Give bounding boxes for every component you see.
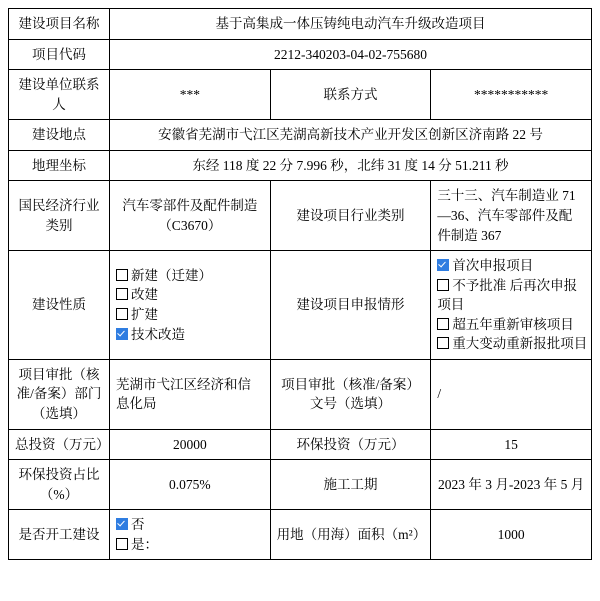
- table-row: [9, 460, 592, 510]
- checkbox-icon[interactable]: [437, 279, 449, 291]
- environmental-ratio-value: 0.075%: [110, 460, 271, 510]
- coordinate-label: 地理坐标: [9, 150, 110, 181]
- total-investment-label: 总投资（万元）: [9, 429, 110, 460]
- checkbox-checked-icon[interactable]: [116, 518, 128, 530]
- site-value: 安徽省芜湖市弋江区芜湖高新技术产业开发区创新区济南路 22 号: [110, 120, 592, 151]
- approval-department-label: 项目审批（核准/备案）部门（选填）: [9, 359, 110, 429]
- table-row: [9, 359, 592, 429]
- checkbox-icon[interactable]: [116, 288, 128, 300]
- environmental-investment-label: 环保投资（万元）: [270, 429, 431, 460]
- checkbox-checked-icon[interactable]: [116, 328, 128, 340]
- application-type-options: [431, 251, 592, 360]
- construction-nature-label: 建设性质: [9, 251, 110, 360]
- apply-option-over-five-years[interactable]: [437, 315, 585, 335]
- approval-document-value: /: [431, 359, 592, 429]
- construction-period-value: 2023 年 3 月-2023 年 5 月: [431, 460, 592, 510]
- unit-contact-label: 建设单位联系人: [9, 70, 110, 120]
- total-investment-value: 20000: [110, 429, 271, 460]
- construction-period-label: 施工工期: [270, 460, 431, 510]
- nature-option-label: 扩建: [131, 306, 158, 322]
- application-type-label: 建设项目申报情形: [270, 251, 431, 360]
- table-row: [9, 150, 592, 181]
- contact-way-label: 联系方式: [270, 70, 431, 120]
- nature-option-label: 技术改造: [131, 326, 185, 342]
- table-row: [9, 251, 592, 360]
- checkbox-icon[interactable]: [116, 269, 128, 281]
- project-industry-value: 三十三、汽车制造业 71—36、汽车零部件及配件制造 367: [431, 181, 592, 251]
- approval-department-value: 芜湖市弋江区经济和信息化局: [110, 359, 271, 429]
- project-industry-label: 建设项目行业类别: [270, 181, 431, 251]
- table-row: [9, 9, 592, 40]
- apply-option-label: 不予批准 后再次申报项目: [437, 277, 578, 313]
- checkbox-icon[interactable]: [437, 318, 449, 330]
- industry-category-value: 汽车零部件及配件制造（C3670）: [110, 181, 271, 251]
- environmental-ratio-label: 环保投资占比（%）: [9, 460, 110, 510]
- nature-option-tech-upgrade[interactable]: [116, 325, 264, 345]
- project-code-label: 项目代码: [9, 39, 110, 70]
- checkbox-checked-icon[interactable]: [437, 259, 449, 271]
- table-row: [9, 510, 592, 560]
- project-name-label: 建设项目名称: [9, 9, 110, 40]
- table-row: [9, 39, 592, 70]
- nature-option-new[interactable]: [116, 266, 264, 286]
- nature-option-rebuild[interactable]: [116, 285, 264, 305]
- started-construction-options: [110, 510, 271, 560]
- nature-option-label: 改建: [131, 287, 158, 303]
- started-option-label: 否: [131, 517, 145, 533]
- contact-way-value: ***********: [431, 70, 592, 120]
- nature-option-label: 新建（迁建）: [131, 267, 212, 283]
- industry-category-label: 国民经济行业类别: [9, 181, 110, 251]
- site-label: 建设地点: [9, 120, 110, 151]
- unit-contact-value: ***: [110, 70, 271, 120]
- apply-option-rejected[interactable]: [437, 276, 585, 315]
- started-option-yes[interactable]: [116, 535, 264, 555]
- land-area-label: 用地（用海）面积（m²）: [270, 510, 431, 560]
- started-option-no[interactable]: [116, 515, 264, 535]
- land-area-value: 1000: [431, 510, 592, 560]
- apply-option-label: 重大变动重新报批项目: [452, 336, 588, 352]
- apply-option-label: 首次申报项目: [452, 258, 534, 274]
- page-bottom-edge: [0, 593, 600, 601]
- apply-option-major-change[interactable]: [437, 334, 588, 354]
- table-row: [9, 429, 592, 460]
- table-row: [9, 70, 592, 120]
- nature-option-expand[interactable]: [116, 305, 264, 325]
- checkbox-icon[interactable]: [116, 308, 128, 320]
- table-row: [9, 181, 592, 251]
- apply-option-first[interactable]: [437, 256, 585, 276]
- started-option-label: 是：: [131, 536, 158, 552]
- project-code-value: 2212-340203-04-02-755680: [110, 39, 592, 70]
- project-name-value: 基于高集成一体压铸纯电动汽车升级改造项目: [110, 9, 592, 40]
- construction-nature-options: [110, 251, 271, 360]
- apply-option-label: 超五年重新审核项目: [452, 316, 574, 332]
- table-row: [9, 120, 592, 151]
- checkbox-icon[interactable]: [437, 337, 449, 349]
- checkbox-icon[interactable]: [116, 538, 128, 550]
- coordinate-value: 东经 118 度 22 分 7.996 秒，北纬 31 度 14 分 51.211 秒: [110, 150, 592, 181]
- environmental-investment-value: 15: [431, 429, 592, 460]
- started-construction-label: 是否开工建设: [9, 510, 110, 560]
- approval-document-label: 项目审批（核准/备案）文号（选填）: [270, 359, 431, 429]
- environmental-impact-form-table: [8, 8, 592, 560]
